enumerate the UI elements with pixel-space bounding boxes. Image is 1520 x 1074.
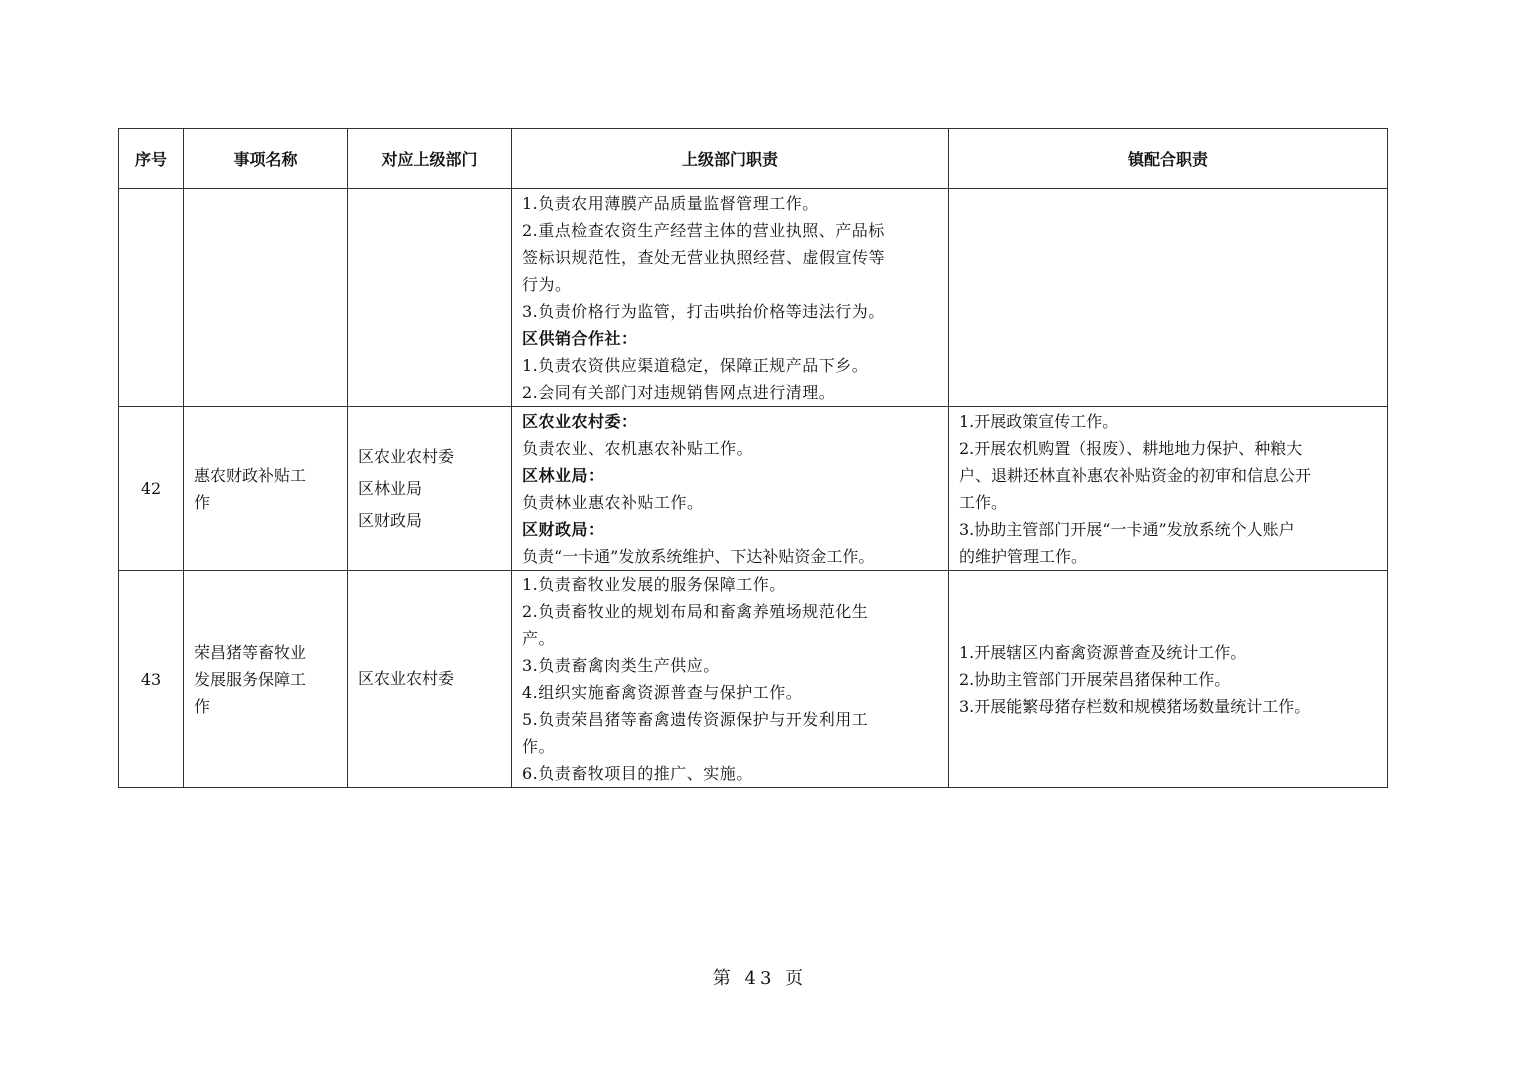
dept-heading: 区林业局：	[522, 465, 605, 485]
town-duties-cell	[949, 571, 1388, 788]
duty-line: 1.负责畜牧业发展的服务保障工作。	[522, 575, 786, 594]
duty-line: 3.负责价格行为监管，打击哄抬价格等违法行为。	[522, 301, 885, 321]
dept-name: 区林业局	[358, 478, 423, 498]
town-duty-line: 2.开展农机购置（报废）、耕地地力保护、种粮大	[959, 438, 1303, 458]
item-name-cell	[184, 571, 348, 788]
row-number-cell: 43	[119, 571, 184, 788]
item-name-line: 荣昌猪等畜牧业	[194, 642, 307, 662]
row-number-cell: 42	[119, 407, 184, 571]
table-header-row	[119, 129, 1388, 189]
duty-line: 2.会同有关部门对违规销售网点进行清理。	[522, 382, 836, 402]
dept-heading: 区供销合作社：	[522, 328, 638, 348]
upper-dept-cell	[348, 571, 512, 788]
upper-dept-cell	[348, 189, 512, 407]
header-seq-no: 序号	[119, 129, 184, 189]
duties-table	[118, 128, 1388, 788]
duty-line: 负责“一卡通”发放系统维护、下达补贴资金工作。	[522, 546, 875, 566]
duty-line: 签标识规范性，查处无营业执照经营、虚假宣传等	[522, 247, 886, 267]
duty-line: 负责农业、农机惠农补贴工作。	[522, 438, 754, 458]
row-number-cell	[119, 189, 184, 407]
upper-duties-cell	[512, 407, 949, 571]
town-duty-line: 户、退耕还林直补惠农补贴资金的初审和信息公开	[959, 465, 1312, 485]
town-duties-cell	[949, 407, 1388, 571]
dept-name: 区农业农村委	[358, 446, 455, 466]
town-duty-line: 工作。	[959, 492, 1008, 512]
item-name-cell	[184, 189, 348, 407]
table-row	[119, 189, 1388, 407]
dept-name: 区财政局	[358, 510, 423, 530]
town-duties-cell	[949, 189, 1388, 407]
duty-line: 负责林业惠农补贴工作。	[522, 492, 704, 512]
duty-line: 行为。	[522, 274, 572, 294]
item-name-line: 发展服务保障工	[194, 669, 307, 689]
duty-line: 5.负责荣昌猪等畜禽遗传资源保护与开发利用工	[522, 710, 869, 729]
town-duty-line: 2.协助主管部门开展荣昌猪保种工作。	[959, 669, 1231, 689]
page-number: 第 43 页	[712, 968, 808, 989]
header-town-duties: 镇配合职责	[949, 129, 1388, 189]
dept-heading: 区财政局：	[522, 519, 605, 539]
duty-line: 3.负责畜禽肉类生产供应。	[522, 656, 720, 675]
header-upper-duties: 上级部门职责	[512, 129, 949, 189]
item-name-cell	[184, 407, 348, 571]
duty-line: 作。	[522, 737, 556, 756]
duty-line: 1.负责农资供应渠道稳定，保障正规产品下乡。	[522, 355, 869, 375]
table-row	[119, 571, 1388, 788]
duty-line: 6.负责畜牧项目的推广、实施。	[522, 764, 753, 783]
header-item-name: 事项名称	[184, 129, 348, 189]
upper-dept-cell	[348, 407, 512, 571]
town-duty-line: 3.协助主管部门开展“一卡通”发放系统个人账户	[959, 519, 1295, 539]
item-name-line: 惠农财政补贴工	[194, 465, 307, 485]
town-duty-line: 3.开展能繁母猪存栏数和规模猪场数量统计工作。	[959, 696, 1311, 716]
town-duty-line: 1.开展辖区内畜禽资源普查及统计工作。	[959, 642, 1247, 662]
item-name-line: 作	[194, 492, 211, 512]
duty-line: 2.重点检查农资生产经营主体的营业执照、产品标	[522, 220, 885, 240]
table-row	[119, 407, 1388, 571]
duty-line: 2.负责畜牧业的规划布局和畜禽养殖场规范化生	[522, 602, 869, 621]
town-duty-line: 1.开展政策宣传工作。	[959, 411, 1119, 431]
item-name-line: 作	[194, 696, 211, 716]
duty-line: 1.负责农用薄膜产品质量监督管理工作。	[522, 193, 819, 213]
upper-duties-cell	[512, 571, 949, 788]
dept-heading: 区农业农村委：	[522, 411, 638, 431]
town-duty-line: 的维护管理工作。	[959, 546, 1088, 566]
duty-line: 4.组织实施畜禽资源普查与保护工作。	[522, 683, 803, 702]
duty-line: 产。	[522, 629, 556, 648]
upper-duties-cell	[512, 189, 949, 407]
header-upper-dept: 对应上级部门	[348, 129, 512, 189]
dept-name: 区农业农村委	[358, 669, 455, 688]
